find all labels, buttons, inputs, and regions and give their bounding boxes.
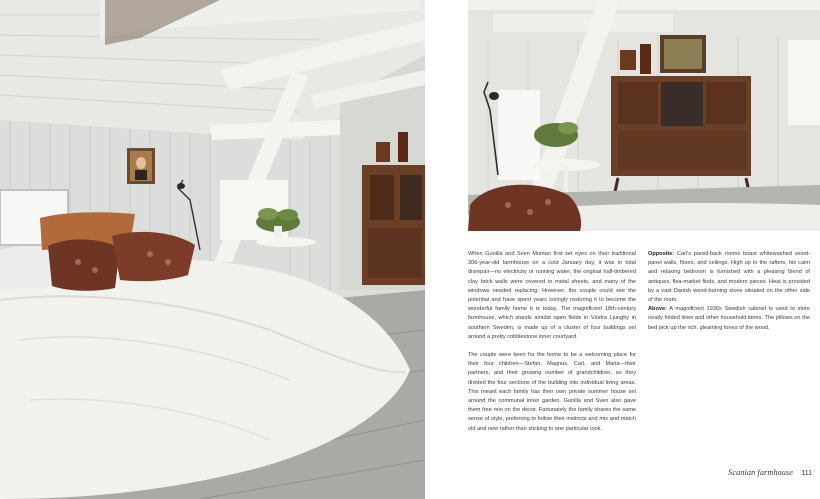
caption-label: Opposite:: [648, 251, 675, 257]
page-folio: [728, 468, 812, 477]
caption-opposite: [648, 250, 810, 305]
section-title: Scanian farmhouse: [728, 468, 794, 477]
cabinet-photo-illustration: [468, 0, 820, 231]
caption-above: [648, 305, 810, 333]
page-gutter: [425, 0, 468, 499]
caption-column: [648, 250, 810, 342]
caption-text: Carl's pared-back rooms boast whitewashed wood-panel walls, floors, and ceilings. High up in the rafters, his calm and relaxing bedroom is furnished with a pleasing blend of antiques, flea-market finds, and modern pieces. Heat is provided by a vast Danish wood-burning stove situated on the other side of the room.: [648, 251, 810, 304]
caption-label: Above:: [648, 306, 667, 313]
right-page-photo: [468, 0, 820, 231]
body-paragraph: When Gunilla and Sven Montan first set eyes on their traditional 300-year-old farmhouse on a cold January day, it was in total disrepair—no electricity or running water, the original half-timbered clay brick walls were covered in metal sheets, and many of the windows needed replacing. However, the couple could see the potential and have spent years lovingly restoring it to become the wonderful family home it is today. The magnificent 18th-century farmhouse, which stands amidst open fields in Västra Ljungby in southern Sweden, is made up of a cluster of four buildings set around a pretty cobblestone inner courtyard.: [468, 251, 636, 340]
page-number: 111: [801, 470, 812, 477]
caption-text: A magnificent 1930s Swedish cabinet is used to store neatly folded linen and other household items. The pillows on the bed pick up the rich, gleaming tones of the wood.: [648, 306, 810, 331]
body-text-column: [468, 250, 636, 443]
body-paragraph: The couple were keen for the home to be a welcoming place for their four children—Stefan, Magnus, Carl, and Maria—their partners, and their growing number of grandchildren, so they divided the four sections of the building into individual living areas. This meant each family has their own private summer house set around the communal inner garden. Gunilla and Sven also gave them free rein on the decor. Fortunately the family shares the same sense of style, preferring to follow their instincts and mix and match old and new rather than sticking to one particular look.: [468, 352, 636, 432]
